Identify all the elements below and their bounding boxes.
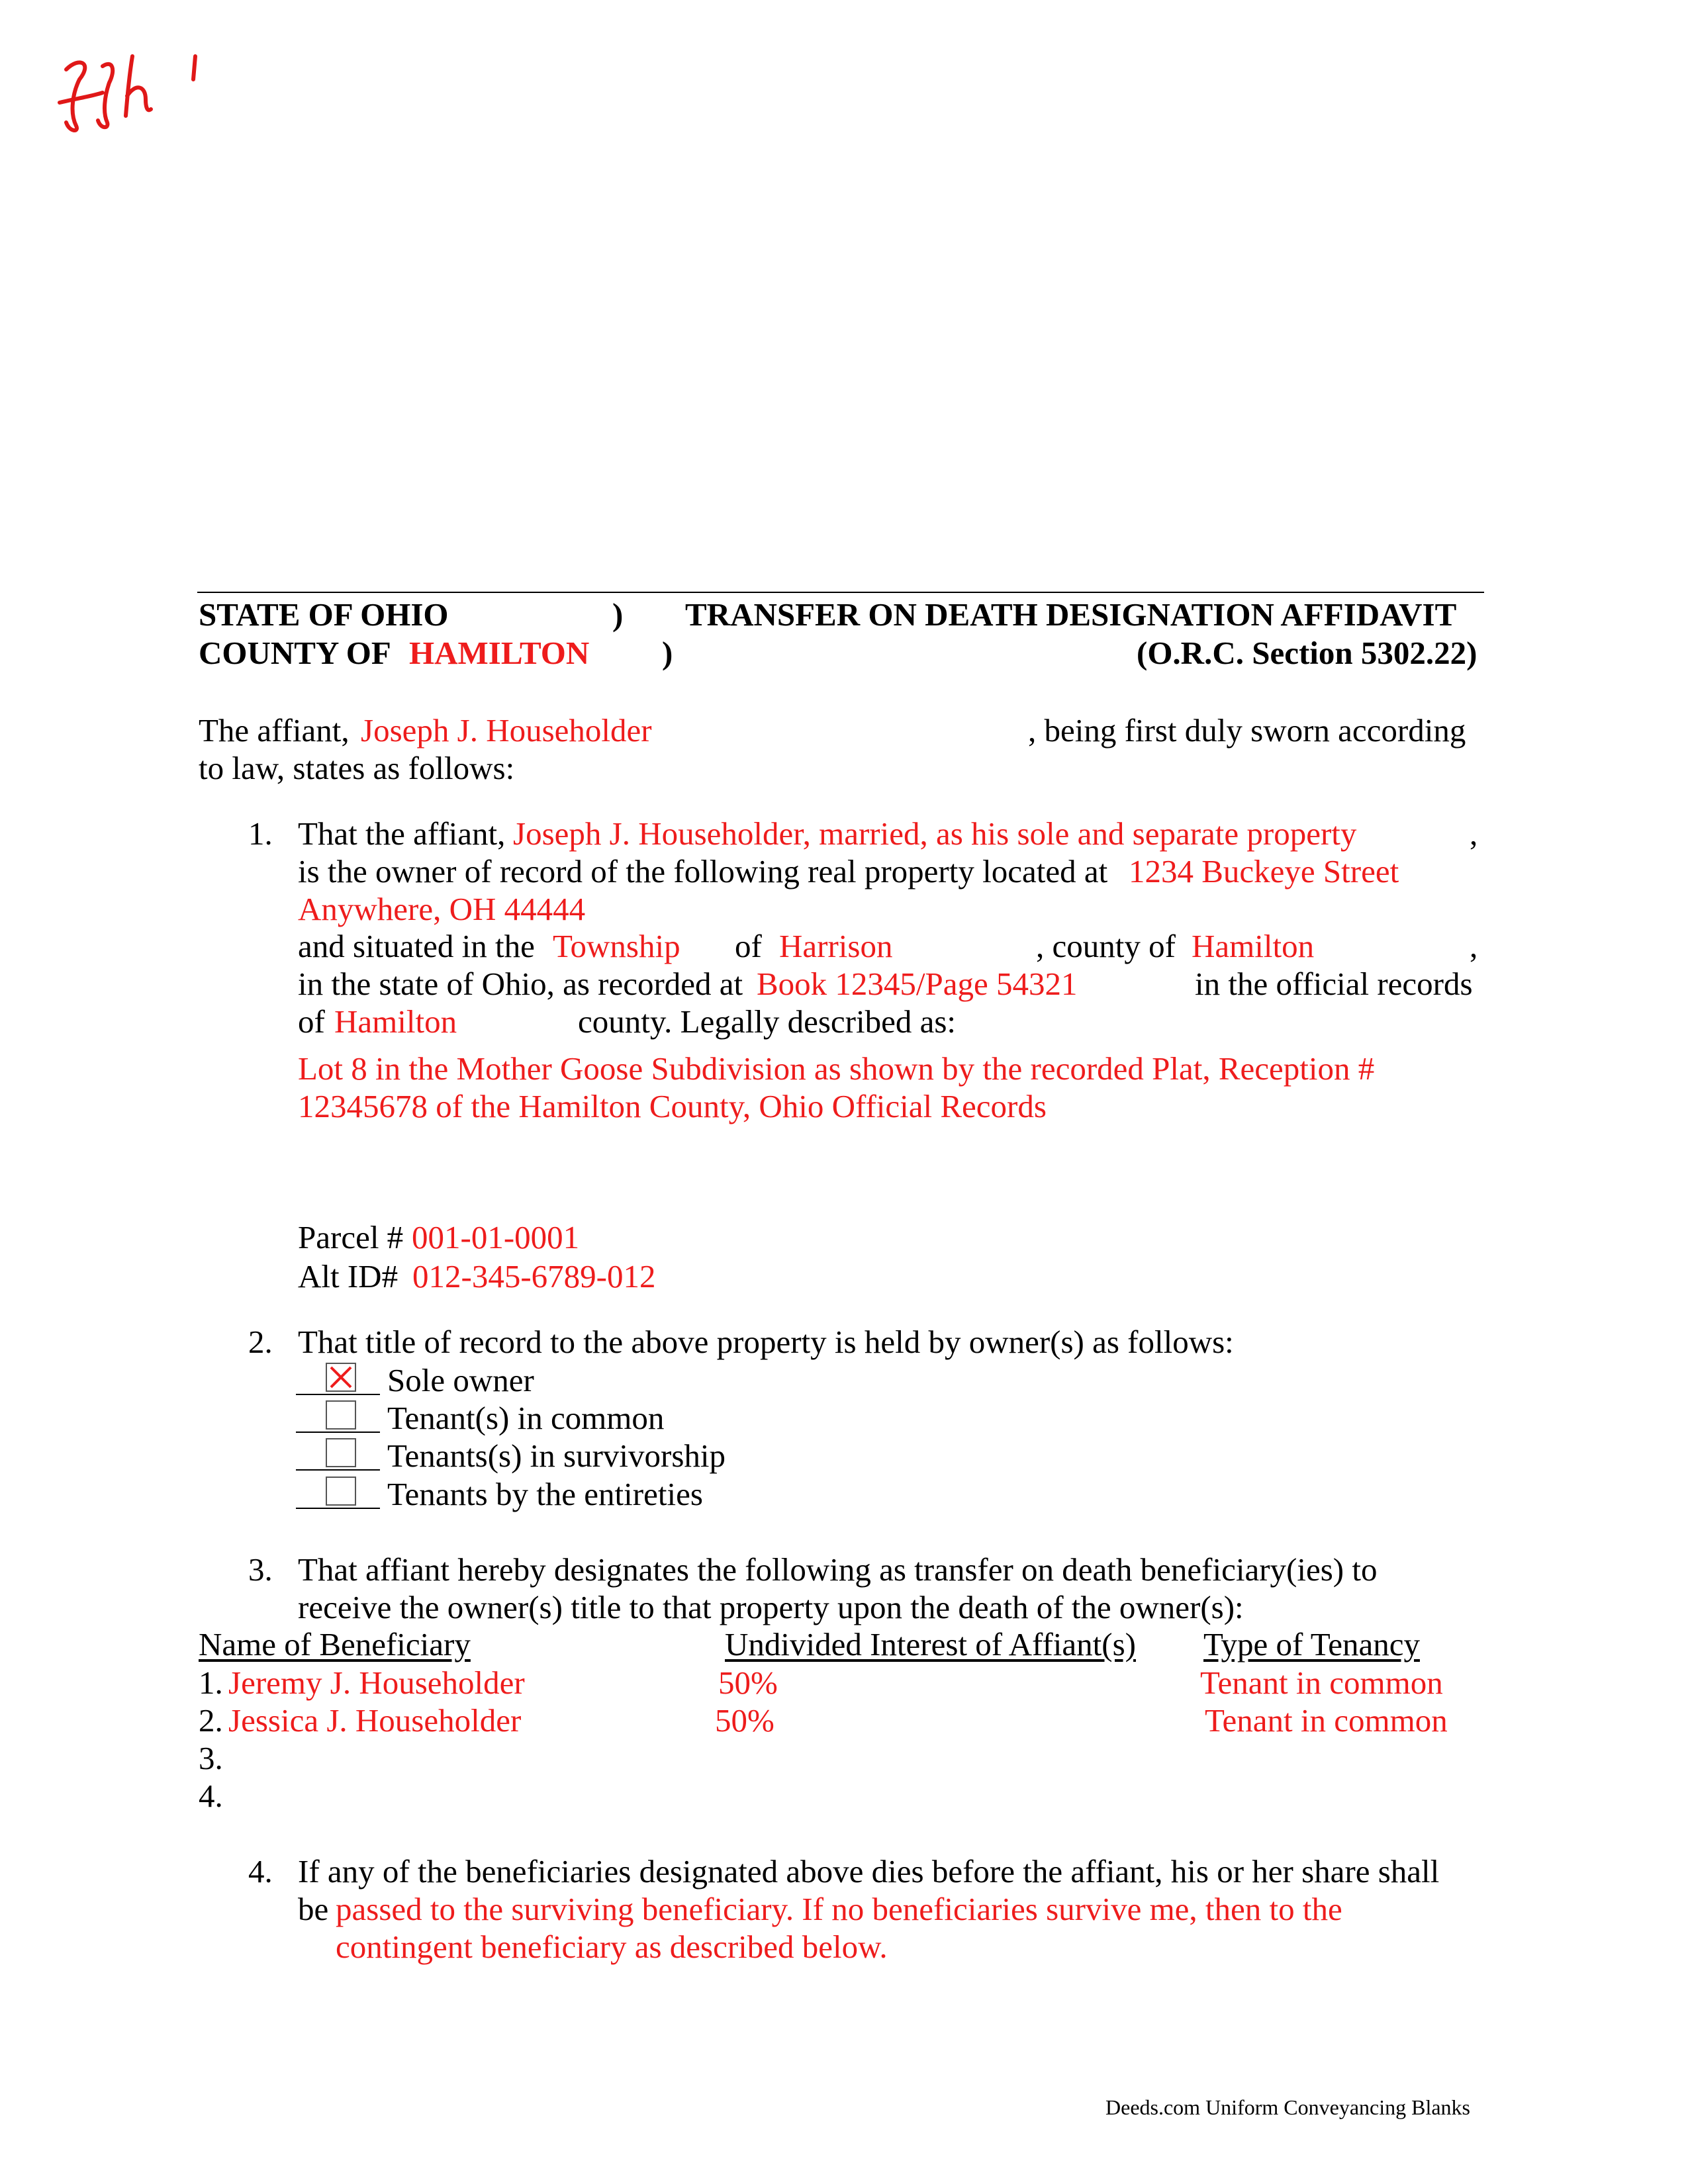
header-rule	[197, 592, 1484, 593]
item3-line2: receive the owner(s) title to that property upon the death of the owner(s):	[298, 1589, 1244, 1625]
item3-line1: That affiant hereby designates the following as transfer on death beneficiary(ies) to	[298, 1551, 1378, 1588]
x-mark-icon	[327, 1364, 355, 1390]
county-label: COUNTY OF	[199, 635, 391, 671]
item-number: 1.	[248, 815, 273, 852]
jurisdiction-type: Township	[553, 928, 680, 964]
option-label: Sole owner	[387, 1362, 534, 1398]
beneficiary-name: Jeremy J. Householder	[228, 1664, 525, 1701]
checkbox-sole-owner[interactable]	[326, 1363, 356, 1392]
item4-line1: If any of the beneficiaries designated above dies before the affiant, his or her share shall	[298, 1853, 1440, 1889]
checkbox-tenants-entireties[interactable]	[326, 1477, 356, 1506]
option-label: Tenants by the entireties	[387, 1476, 703, 1512]
parcel-number: 001-01-0001	[412, 1219, 580, 1255]
county-value: HAMILTON	[409, 635, 590, 671]
row-number: 4.	[199, 1778, 223, 1814]
intro-line2: to law, states as follows:	[199, 750, 515, 786]
intro-prefix: The affiant,	[199, 712, 350, 749]
statute-section: (O.R.C. Section 5302.22)	[1137, 635, 1477, 671]
item4-red-line1: passed to the surviving beneficiary. If no beneficiaries survive me, then to the	[336, 1891, 1342, 1927]
item-number: 4.	[248, 1853, 273, 1889]
affiant-name: Joseph J. Householder	[361, 712, 652, 749]
county-of-label: , county of	[1036, 928, 1176, 964]
owner-record-text: is the owner of record of the following real property located at	[298, 853, 1108, 889]
jurisdiction-name: Harrison	[779, 928, 893, 964]
item4-be: be	[298, 1891, 329, 1927]
legally-described-text: county. Legally described as:	[578, 1003, 957, 1040]
parcel-label: Parcel #	[298, 1219, 404, 1255]
column-header-tenancy: Type of Tenancy	[1203, 1626, 1420, 1662]
paren: )	[662, 635, 673, 671]
alt-id-number: 012-345-6789-012	[412, 1258, 656, 1295]
recording-reference: Book 12345/Page 54321	[757, 966, 1078, 1002]
item-number: 2.	[248, 1324, 273, 1360]
row-number: 1.	[199, 1664, 223, 1701]
owner-description: Joseph J. Householder, married, as his sole and separate property	[513, 815, 1357, 852]
option-label: Tenants(s) in survivorship	[387, 1437, 726, 1474]
item-number: 3.	[248, 1551, 273, 1588]
of-label: of	[298, 1003, 325, 1040]
records-county: Hamilton	[334, 1003, 457, 1040]
column-header-name: Name of Beneficiary	[199, 1626, 471, 1662]
checkbox-underline	[296, 1508, 380, 1509]
state-label: STATE OF OHIO	[199, 596, 449, 633]
row-number: 2.	[199, 1702, 223, 1739]
beneficiary-interest: 50%	[718, 1664, 778, 1701]
address-line1: 1234 Buckeye Street	[1129, 853, 1399, 889]
checkbox-underline	[296, 1394, 380, 1395]
address-line2: Anywhere, OH 44444	[298, 891, 586, 927]
checkbox-underline	[296, 1432, 380, 1433]
beneficiary-name: Jessica J. Householder	[228, 1702, 522, 1739]
row-number: 3.	[199, 1740, 223, 1776]
beneficiary-tenancy: Tenant in common	[1205, 1702, 1448, 1739]
legal-description-line1: Lot 8 in the Mother Goose Subdivision as shown by the recorded Plat, Reception #	[298, 1050, 1375, 1087]
of-label: of	[735, 928, 762, 964]
county-name: Hamilton	[1192, 928, 1315, 964]
handwritten-annotation	[40, 40, 212, 146]
intro-suffix: , being first duly sworn according	[1028, 712, 1466, 749]
recorded-prefix: in the state of Ohio, as recorded at	[298, 966, 743, 1002]
item1-prefix: That the affiant,	[298, 815, 506, 852]
paren: )	[612, 596, 624, 633]
option-label: Tenant(s) in common	[387, 1400, 665, 1436]
recorded-suffix: in the official records	[1195, 966, 1473, 1002]
beneficiary-tenancy: Tenant in common	[1200, 1664, 1443, 1701]
checkbox-underline	[296, 1469, 380, 1471]
footer-credit: Deeds.com Uniform Conveyancing Blanks	[1105, 2095, 1470, 2119]
document-title: TRANSFER ON DEATH DESIGNATION AFFIDAVIT	[685, 596, 1457, 633]
item4-red-line2: contingent beneficiary as described below.	[336, 1929, 888, 1965]
beneficiary-interest: 50%	[715, 1702, 774, 1739]
legal-description-line2: 12345678 of the Hamilton County, Ohio Official Records	[298, 1088, 1047, 1124]
comma: ,	[1470, 815, 1478, 852]
alt-id-label: Alt ID#	[298, 1258, 399, 1295]
column-header-interest: Undivided Interest of Affiant(s)	[725, 1626, 1136, 1662]
situated-text: and situated in the	[298, 928, 535, 964]
checkbox-tenants-survivorship[interactable]	[326, 1438, 356, 1467]
comma: ,	[1470, 928, 1478, 964]
checkbox-tenants-in-common[interactable]	[326, 1400, 356, 1430]
item2-text: That title of record to the above property is held by owner(s) as follows:	[298, 1324, 1234, 1360]
